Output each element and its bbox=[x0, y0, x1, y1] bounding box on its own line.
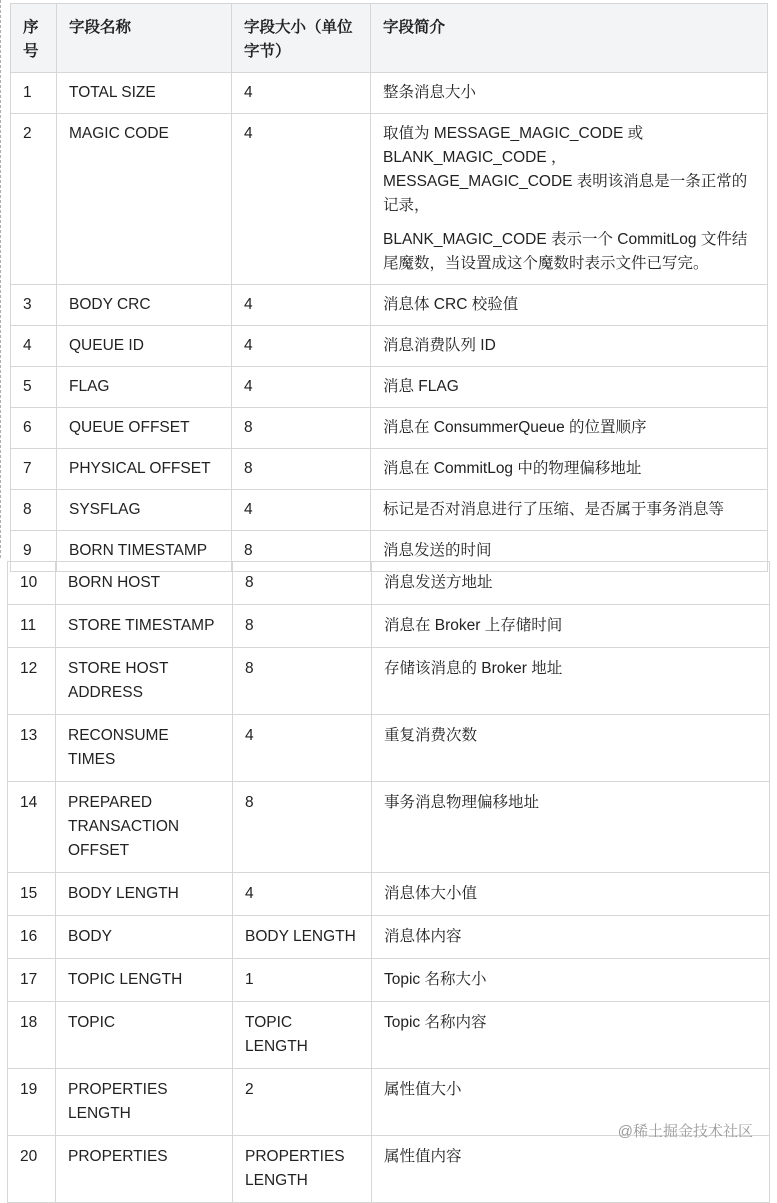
watermark: @稀土掘金技术社区 bbox=[617, 1123, 753, 1140]
cell-size: 4 bbox=[232, 285, 371, 326]
fields-table-part-1 bbox=[10, 3, 768, 572]
table-row bbox=[8, 959, 770, 1002]
table-row bbox=[8, 1136, 770, 1203]
cell-size: 4 bbox=[232, 114, 371, 285]
cell-size: 4 bbox=[233, 873, 372, 916]
cell-desc: 事务消息物理偏移地址 bbox=[372, 782, 770, 873]
cell-name: STORE HOST ADDRESS bbox=[56, 648, 233, 715]
cell-size: 4 bbox=[233, 715, 372, 782]
cell-size: 4 bbox=[232, 490, 371, 531]
table-row bbox=[11, 490, 768, 531]
table-row bbox=[11, 285, 768, 326]
table-row bbox=[8, 605, 770, 648]
table-row bbox=[8, 916, 770, 959]
cell-size: 8 bbox=[233, 648, 372, 715]
table-row bbox=[11, 408, 768, 449]
cell-desc: 消息 FLAG bbox=[371, 367, 768, 408]
dashed-edge bbox=[0, 0, 1, 558]
cell-size: TOPIC LENGTH bbox=[233, 1002, 372, 1069]
cell-size: BODY LENGTH bbox=[233, 916, 372, 959]
cell-no: 1 bbox=[11, 73, 57, 114]
cell-name: FLAG bbox=[57, 367, 232, 408]
cell-desc: 消息在 Broker 上存储时间 bbox=[372, 605, 770, 648]
cell-name: STORE TIMESTAMP bbox=[56, 605, 233, 648]
cell-name: RECONSUME TIMES bbox=[56, 715, 233, 782]
table-row bbox=[8, 562, 770, 605]
desc-paragraph: BLANK_MAGIC_CODE 表示一个 CommitLog 文件结尾魔数，当设置成这个魔数时表示文件已写完。 bbox=[383, 231, 748, 272]
table-row bbox=[8, 782, 770, 873]
cell-desc: 整条消息大小 bbox=[371, 73, 768, 114]
cell-desc: Topic 名称内容 bbox=[372, 1002, 770, 1069]
cell-name: QUEUE ID bbox=[57, 326, 232, 367]
cell-name: BODY LENGTH bbox=[56, 873, 233, 916]
cell-size: 8 bbox=[232, 408, 371, 449]
cell-size: 8 bbox=[233, 782, 372, 873]
cell-desc: 消息发送方地址 bbox=[372, 562, 770, 605]
cell-name: PROPERTIES bbox=[56, 1136, 233, 1203]
table-row bbox=[11, 114, 768, 285]
table-row bbox=[11, 449, 768, 490]
cell-desc: 消息消费队列 ID bbox=[371, 326, 768, 367]
cell-no: 13 bbox=[8, 715, 56, 782]
table-row bbox=[8, 1002, 770, 1069]
cell-no: 19 bbox=[8, 1069, 56, 1136]
cell-name: SYSFLAG bbox=[57, 490, 232, 531]
cell-size: 1 bbox=[233, 959, 372, 1002]
cell-no: 8 bbox=[11, 490, 57, 531]
table-row bbox=[11, 73, 768, 114]
cell-no: 3 bbox=[11, 285, 57, 326]
cell-no: 7 bbox=[11, 449, 57, 490]
cell-no: 4 bbox=[11, 326, 57, 367]
header-no: 序号 bbox=[11, 4, 57, 73]
cell-desc: 消息在 ConsummerQueue 的位置顺序 bbox=[371, 408, 768, 449]
cell-name: TOPIC LENGTH bbox=[56, 959, 233, 1002]
cell-no: 18 bbox=[8, 1002, 56, 1069]
cell-no: 12 bbox=[8, 648, 56, 715]
cell-name: QUEUE OFFSET bbox=[57, 408, 232, 449]
cell-no: 14 bbox=[8, 782, 56, 873]
cell-desc: 存储该消息的 Broker 地址 bbox=[372, 648, 770, 715]
cell-name: MAGIC CODE bbox=[57, 114, 232, 285]
cell-no: 20 bbox=[8, 1136, 56, 1203]
cell-name: PREPARED TRANSACTION OFFSET bbox=[56, 782, 233, 873]
table-row bbox=[8, 648, 770, 715]
cell-desc: 消息发送的时间 bbox=[371, 531, 768, 572]
cell-desc: Topic 名称大小 bbox=[372, 959, 770, 1002]
cell-name: TOTAL SIZE bbox=[57, 73, 232, 114]
cell-desc: 消息在 CommitLog 中的物理偏移地址 bbox=[371, 449, 768, 490]
table-row bbox=[11, 326, 768, 367]
cell-desc: 标记是否对消息进行了压缩、是否属于事务消息等 bbox=[371, 490, 768, 531]
cell-size: 8 bbox=[233, 605, 372, 648]
table-header-row bbox=[11, 4, 768, 73]
table-row bbox=[11, 367, 768, 408]
cell-name: TOPIC bbox=[56, 1002, 233, 1069]
cell-size: PROPERTIES LENGTH bbox=[233, 1136, 372, 1203]
cell-size: 8 bbox=[232, 449, 371, 490]
cell-no: 9 bbox=[11, 531, 57, 572]
cell-desc: 重复消费次数 bbox=[372, 715, 770, 782]
cell-size: 4 bbox=[232, 367, 371, 408]
cell-desc: 消息体内容 bbox=[372, 916, 770, 959]
cell-name: BORN TIMESTAMP bbox=[57, 531, 232, 572]
cell-desc bbox=[371, 114, 768, 285]
cell-size: 4 bbox=[232, 326, 371, 367]
cell-no: 5 bbox=[11, 367, 57, 408]
cell-no: 2 bbox=[11, 114, 57, 285]
table-row bbox=[8, 873, 770, 916]
cell-no: 10 bbox=[8, 562, 56, 605]
desc-paragraph: 取值为 MESSAGE_MAGIC_CODE 或 BLANK_MAGIC_CODE ， MESSAGE_MAGIC_CODE 表明该消息是一条正常的记录， bbox=[383, 125, 748, 214]
cell-size: 8 bbox=[232, 531, 371, 572]
cell-name: PROPERTIES LENGTH bbox=[56, 1069, 233, 1136]
cell-size: 4 bbox=[232, 73, 371, 114]
cell-no: 6 bbox=[11, 408, 57, 449]
fields-table-part-2 bbox=[7, 561, 770, 1203]
header-name: 字段名称 bbox=[57, 4, 232, 73]
cell-name: PHYSICAL OFFSET bbox=[57, 449, 232, 490]
cell-name: BODY CRC bbox=[57, 285, 232, 326]
cell-desc: 属性值内容 bbox=[372, 1136, 770, 1203]
table-row bbox=[8, 715, 770, 782]
cell-name: BORN HOST bbox=[56, 562, 233, 605]
cell-no: 16 bbox=[8, 916, 56, 959]
cell-no: 11 bbox=[8, 605, 56, 648]
cell-size: 8 bbox=[233, 562, 372, 605]
cell-desc: 属性值大小 bbox=[372, 1069, 770, 1136]
cell-name: BODY bbox=[56, 916, 233, 959]
cell-no: 15 bbox=[8, 873, 56, 916]
cell-desc: 消息体大小值 bbox=[372, 873, 770, 916]
header-desc: 字段简介 bbox=[371, 4, 768, 73]
cell-no: 17 bbox=[8, 959, 56, 1002]
header-size: 字段大小（单位 字节） bbox=[232, 4, 371, 73]
cell-desc: 消息体 CRC 校验值 bbox=[371, 285, 768, 326]
cell-size: 2 bbox=[233, 1069, 372, 1136]
